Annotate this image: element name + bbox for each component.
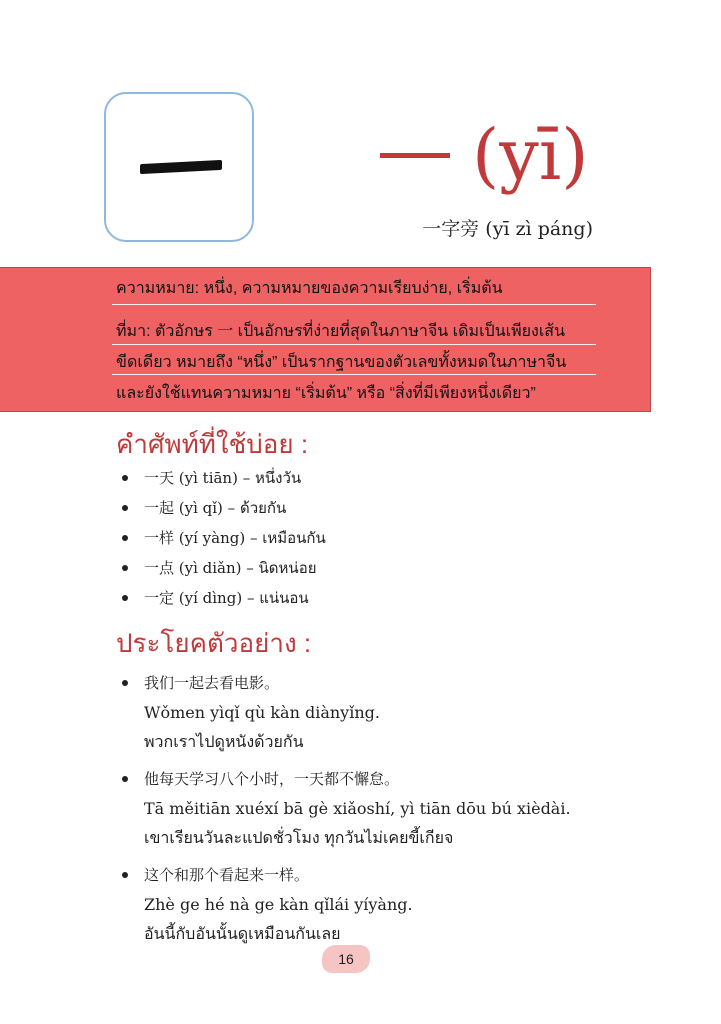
bullet-icon [122,872,128,878]
term-item: 一点 (yì diǎn) – นิดหน่อย [116,553,326,583]
info-divider [112,304,596,305]
info-divider [112,374,596,375]
examples-heading: ประโยคตัวอย่าง : [116,628,312,658]
example-chinese: 我们一起去看电影。 [144,674,280,692]
meaning-text: ความหมาย: หนึ่ง, ความหมายของความเรียบง่าย, เริ่มต้น [116,280,503,297]
origin-line-2: ขีดเดียว หมายถึง “หนึ่ง” เป็นรากฐานของตัวเลขทั้งหมดในภาษาจีน [116,354,567,371]
character-stroke [140,160,222,174]
example-item [116,764,571,854]
character-pinyin: (yī) [472,114,589,196]
info-divider [112,344,596,345]
term-item: 一定 (yí dìng) – แน่นอน [116,583,326,613]
term-item: 一天 (yì tiān) – หนึ่งวัน [116,463,326,493]
example-item [116,860,571,950]
bullet-icon [122,680,128,686]
origin-line-3: และยังใช้แทนความหมาย “เริ่มต้น” หรือ “สิ่งที่มีเพียงหนึ่งเดียว” [116,385,536,402]
example-chinese: 他每天学习八个小时，一天都不懈怠。 [144,770,400,788]
example-pinyin: Zhè ge hé nà ge kàn qǐlái yíyàng. [144,895,413,914]
example-pinyin: Tā měitiān xuéxí bā gè xiǎoshí, yì tiān dōu bú xièdài. [144,799,571,818]
example-thai: อันนี้กับอันนั้นดูเหมือนกันเลย [144,926,341,943]
character-glyph [380,153,450,158]
terms-list [116,463,326,613]
example-thai: เขาเรียนวันละแปดชั่วโมง ทุกวันไม่เคยขี้เกียจ [144,830,454,847]
terms-heading: คำศัพท์ที่ใช้บ่อย : [116,429,309,459]
page-number: 16 [322,945,370,973]
example-item [116,668,571,758]
example-chinese: 这个和那个看起来一样。 [144,866,310,884]
examples-list [116,668,571,956]
term-item: 一样 (yí yàng) – เหมือนกัน [116,523,326,553]
origin-line-1: ที่มา: ตัวอักษร 一 เป็นอักษรที่ง่ายที่สุดในภาษาจีน เดิมเป็นเพียงเส้น [116,323,566,340]
term-item: 一起 (yì qǐ) – ด้วยกัน [116,493,326,523]
example-pinyin: Wǒmen yìqǐ qù kàn diànyǐng. [144,703,380,722]
radical-name: 一字旁 (yī zì páng) [422,218,593,240]
character-title [380,110,589,200]
info-panel [0,267,651,412]
character-card [104,92,254,242]
example-thai: พวกเราไปดูหนังด้วยกัน [144,734,304,751]
bullet-icon [122,776,128,782]
